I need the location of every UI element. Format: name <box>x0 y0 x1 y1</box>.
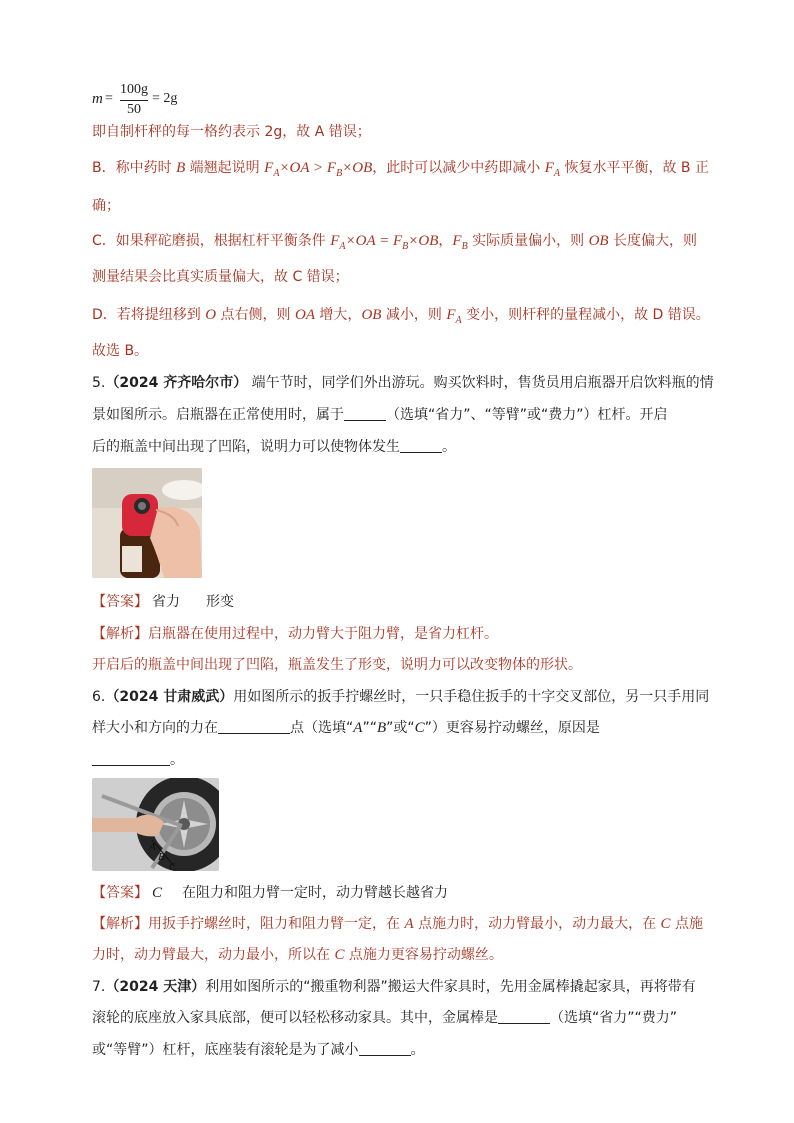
explanation-b-cont: 确； <box>92 198 120 214</box>
question-6-line2: 样大小和方向的力在 点（选填“A”“B”或“C”）更容易拧动螺丝，原因是 <box>92 720 600 736</box>
question-7-line1: 7.（2024 天津）利用如图所示的“搬重物利器”搬运大件家具时，先用金属棒撬起家具，再将带有 <box>92 979 696 995</box>
point-a-label: A <box>149 841 156 853</box>
question-5-answer: 【答案】 省力 形变 <box>92 594 234 610</box>
explanation-b: B．称中药时 B 端翘起说明 $F_A\times OA > F_B\times OB$，此时可以减少中药即减小 $F_A$ 恢复水平平衡，故 B 正 <box>92 160 709 179</box>
answer-blank-4[interactable] <box>92 751 170 766</box>
formula-result: = 2g <box>152 91 178 106</box>
formula-eq: = <box>105 91 113 106</box>
question-6-line1: 6.（2024 甘肃威武）用如图所示的扳手拧螺丝时，一只手稳住扳手的十字交叉部位，另一只手用同 <box>92 689 710 705</box>
mass-formula <box>92 82 202 122</box>
explanation-c-cont: 测量结果会比真实质量偏大，故 C 错误； <box>92 269 349 285</box>
explanation-d: D．若将提纽移到 O 点右侧，则 OA 增大，OB 减小，则 $F_A$ 变小，则杆秤的量程减小，故 D 错误。 <box>92 307 710 326</box>
formula-m: m <box>92 91 103 107</box>
question-6-analysis-1: 【解析】用扳手拧螺丝时，阻力和阻力臂一定，在 A 点施力时，动力臂最小，动力最大，在 C 点施 <box>92 916 703 932</box>
final-choice: 故选 B。 <box>92 343 149 359</box>
question-5-line3: 后的瓶盖中间出现了凹陷，说明力可以使物体发生 。 <box>92 439 456 455</box>
fraction-bar <box>120 100 148 101</box>
wrench-photo <box>92 778 219 871</box>
answer-blank-6[interactable] <box>359 1041 411 1056</box>
formula-numerator: 100g <box>120 82 148 97</box>
answer-blank-1[interactable] <box>344 406 386 421</box>
point-c-label: C <box>169 861 177 871</box>
question-6-analysis-2: 力时，动力臂最大，动力最小，所以在 C 点施力更容易拧动螺丝。 <box>92 947 503 963</box>
formula-denominator: 50 <box>127 102 141 117</box>
question-6-answer: 【答案】 C 在阻力和阻力臂一定时，动力臂越长越省力 <box>92 885 449 901</box>
question-6-line3: 。 <box>92 750 184 770</box>
point-b-label: B <box>158 851 165 863</box>
bottle-opener-photo <box>92 468 202 578</box>
question-5-analysis-1: 【解析】启瓶器在使用过程中，动力臂大于阻力臂，是省力杠杆。 <box>92 626 498 642</box>
question-7-line3: 或“等臂”）杠杆，底座装有滚轮是为了减小 。 <box>92 1042 425 1058</box>
answer-blank-5[interactable] <box>498 1009 550 1024</box>
question-5-analysis-2: 开启后的瓶盖中间出现了凹陷，瓶盖发生了形变，说明力可以改变物体的形状。 <box>92 657 582 673</box>
explanation-c: C．如果秤砣磨损，根据杠杆平衡条件 $F_A\times OA = F_B\times OB$，$F_B$ 实际质量偏小，则 OB 长度偏大，则 <box>92 233 698 252</box>
question-7-line2: 滚轮的底座放入家具底部，便可以轻松移动家具。其中，金属棒是 （选填“省力”“费力” <box>92 1010 678 1026</box>
answer-blank-3[interactable] <box>218 719 290 734</box>
question-5-line1: 5.（2024 齐齐哈尔市） 端午节时，同学们外出游玩。购买饮料时，售货员用启瓶器开启饮料瓶的情 <box>92 375 714 391</box>
question-5-line2: 景如图所示。启瓶器在正常使用时，属于 （选填“省力”、“等臂”或“费力”）杠杆。开启 <box>92 407 668 423</box>
explanation-a: 即自制杆秤的每一格约表示 2g，故 A 错误； <box>92 124 371 140</box>
answer-blank-2[interactable] <box>400 438 442 453</box>
